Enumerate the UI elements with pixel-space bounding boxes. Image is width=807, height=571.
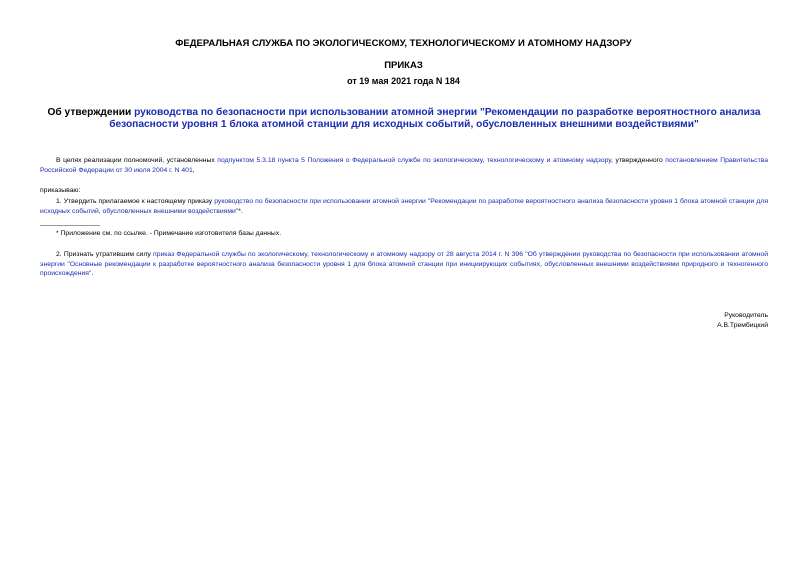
preamble-paragraph <box>40 156 768 175</box>
clause-2 <box>40 250 768 279</box>
preamble-text-1: В целях реализации полномочий, установленных <box>56 157 218 164</box>
preamble-link-decree[interactable]: постановлением Правительства Российской Федерации от 30 июля 2004 г. N 401 <box>40 157 769 174</box>
title-prefix: Об утверждении <box>47 107 135 118</box>
clause-2-link[interactable]: приказ Федеральной службы по экологическому, технологическому и атомному надзору от 28 августа 2014 г. N 396 "Об утверждении руководства по безопасности при использовании атомной энергии "Основные рекомендации к разработке вероятностного анализа безопасности уровня 1 для блока атомной станции при инициирующих событиях, обусловленных внешними воздействиями природного и техногенного происхождения" <box>40 251 768 277</box>
preamble-link-regulation[interactable]: подпунктом 5.3.18 пункта 5 Положения о Федеральной службе по экологическому, технологическому и атомному надзору <box>217 157 612 164</box>
clause-1 <box>40 197 768 216</box>
preamble-text-2: , утвержденного <box>611 157 666 164</box>
preamble-text-3: , <box>192 166 195 174</box>
document-title <box>40 107 768 131</box>
agency-name: ФЕДЕРАЛЬНАЯ СЛУЖБА ПО ЭКОЛОГИЧЕСКОМУ, ТЕХНОЛОГИЧЕСКОМУ И АТОМНОМУ НАДЗОРУ <box>175 38 632 49</box>
signature-position: Руководитель <box>724 312 768 319</box>
title-link[interactable]: руководства по безопасности при использовании атомной энергии "Рекомендации по разработке вероятностного анализа безопасности уровня 1 блока атомной станции для исходных событий, обусловленных внешними воздействиями" <box>109 107 761 130</box>
document-type: ПРИКАЗ <box>384 60 423 71</box>
document-date-number: от 19 мая 2021 года N 184 <box>347 76 460 86</box>
clause-1-text: 1. Утвердить прилагаемое к настоящему приказу <box>56 198 215 205</box>
clause-1-link[interactable]: руководство по безопасности при использовании атомной энергии "Рекомендации по разработке вероятностного анализа безопасности уровня 1 блока атомной станции для исходных событий, обусловленных внешними воздействиями" <box>40 198 768 215</box>
clause-1-suffix: *. <box>238 207 243 215</box>
order-word: приказываю: <box>40 187 81 194</box>
signature-name: А.В.Трембицкий <box>717 322 768 329</box>
footnote-divider <box>40 225 100 226</box>
clause-2-suffix: . <box>91 270 94 277</box>
footnote: * Приложение см. по ссылке. - Примечание изготовителя базы данных. <box>56 230 282 237</box>
clause-2-text: 2. Признать утратившим силу <box>56 251 154 258</box>
